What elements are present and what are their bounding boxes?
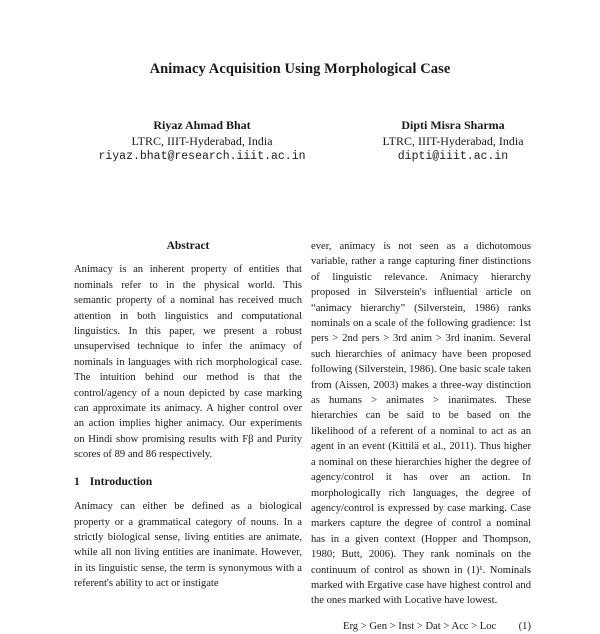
author-block-2 bbox=[323, 117, 583, 165]
abstract-heading: Abstract bbox=[166, 240, 210, 252]
author-name: Dipti Misra Sharma bbox=[401, 118, 505, 132]
author-email: dipti@iiit.ac.in bbox=[397, 150, 509, 163]
paper-title: Animacy Acquisition Using Morphological Case bbox=[149, 61, 451, 77]
section-heading bbox=[74, 475, 302, 490]
section-title: Introduction bbox=[89, 475, 153, 488]
author-block-1 bbox=[72, 117, 332, 165]
left-column bbox=[74, 239, 302, 592]
abstract-body: Animacy is an inherent property of entities that nominals refer to in the physical world. This semantic property of a nominal has received much attention in both linguistics and computational linguistics. In this paper, we present a robust unsupervised technique to infer the animacy of nominals in languages with rich morphological case. The intuition behind our method is that the control/agency of a noun depicted by case marking can approximate its animacy. A higher control over an action implies higher animacy. Our experiments on Hindi show promising results with Fβ and Purity scores of 89 and 86 respectively. bbox=[74, 264, 302, 461]
author-name: Riyaz Ahmad Bhat bbox=[153, 118, 251, 132]
author-email: riyaz.bhat@research.iiit.ac.in bbox=[98, 150, 306, 163]
author-affiliation: LTRC, IIIT-Hyderabad, India bbox=[382, 134, 524, 148]
equation bbox=[311, 619, 531, 634]
author-affiliation: LTRC, IIIT-Hyderabad, India bbox=[131, 134, 273, 148]
equation-number: (1) bbox=[518, 620, 531, 632]
body-paragraph: ever, animacy is not seen as a dichotomous variable, rather a range capturing finer distinctions of linguistic relevance. Animacy hierarchy proposed in Silverstein's influential article on “animacy hierarchy” (Silverstein, 1986) ranks nominals on a scale of the following gradience: 1st pers > 2nd pers > 3rd anim > 3rd inanim. Several such hierarchies of animacy have been proposed following (Silverstein, 1986). One basic scale taken from (Aissen, 2003) makes a three-way distinction as humans > animates > inanimates. These hierarchies can be said to be based on the likelihood of a referent of a nominal to act as an agent in an event (Kittilä et al., 2011). Thus higher a nominal on these hierarchies higher the degree of agency/control it has over an action. In morphologically rich languages, the degree of agency/control is expressed by case marking. Case markers capture the degree of control a nominal has in a given context (Hopper and Thompson, 1980; Butt, 2006). They rank nominals on the continuum of control as shown in (1)¹. Nominals marked with Ergative case have highest control and the ones marked with Locative have lowest. bbox=[311, 241, 531, 607]
intro-paragraph: Animacy can either be defined as a biological property or a grammatical category of nouns. In a strictly biological sense, living entities are animate, while all non living entities are inanimate. However, in its linguistic sense, the term is synonymous with a referent's ability to act or instigate bbox=[74, 501, 302, 590]
equation-text: Erg > Gen > Inst > Dat > Acc > Loc bbox=[343, 620, 497, 632]
section-number: 1 bbox=[74, 475, 80, 488]
right-column bbox=[311, 239, 531, 634]
